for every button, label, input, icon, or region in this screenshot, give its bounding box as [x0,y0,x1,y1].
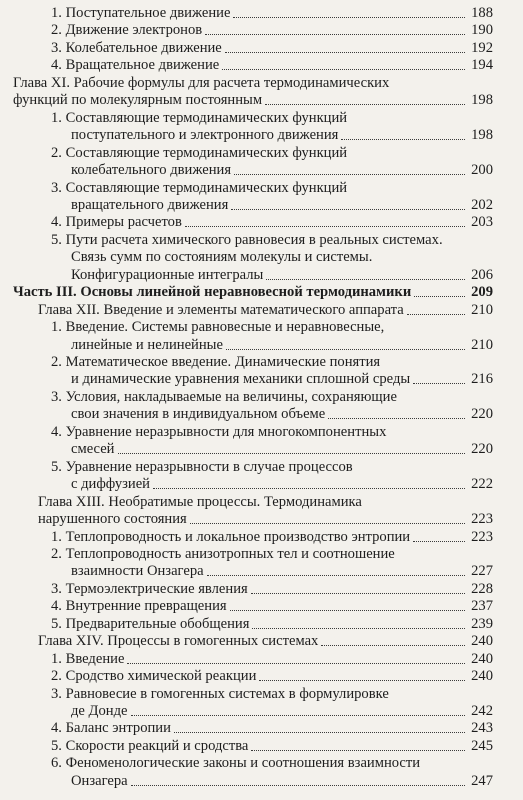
dot-leader [131,715,465,716]
toc-page-number: 222 [471,476,493,493]
toc-entry-title: 6. Феноменологические законы и соотношения взаимности [51,755,421,772]
toc-entry-title: и динамические уравнения механики сплошной среды [71,371,411,388]
toc-page-number: 192 [471,39,493,56]
dot-leader [131,785,465,786]
toc-entry-title: нарушенного состояния [38,511,187,528]
toc-entry-title: поступательного и электронного движения [71,127,339,144]
toc-entry-title: 3. Колебательное движение [51,39,222,56]
toc-entry-title: 3. Термоэлектрические явления [51,580,248,597]
dot-leader [341,139,465,140]
toc-entry-title: 4. Баланс энтропии [51,720,171,737]
dot-leader [413,383,465,384]
toc-entry-title: 2. Сродство химической реакции [51,668,257,685]
toc-entry-title: 2. Математическое введение. Динамические понятия [51,354,381,370]
dot-leader [233,17,465,18]
dot-leader [265,104,465,105]
toc-page-number: 240 [471,650,493,667]
toc-entry-title: Глава XII. Введение и элементы математического аппарата [38,301,404,318]
toc-entry-title: 4. Вращательное движение [51,57,220,74]
toc-page-number: 220 [471,441,493,458]
toc-entry-title: 1. Составляющие термодинамических функций [51,109,348,126]
dot-leader [127,663,465,664]
toc-page-number: 216 [471,371,493,388]
dot-leader [251,593,465,594]
toc-entry-title: 3. Условия, накладываемые на величины, сохраняющие [51,388,397,405]
toc-entry-title: 2. Составляющие термодинамических функций [51,144,348,161]
dot-leader [230,610,465,611]
toc-entry-title: 5. Уравнение неразрывности в случае процессов [51,458,353,475]
dot-leader [190,523,465,524]
toc-entry-title: линейные и нелинейные [71,336,223,353]
toc-entry-title: 4. Внутренние превращения [51,598,227,615]
toc-entry-title: 2. Теплопроводность анизотропных тел и соотношение [51,545,395,562]
dot-leader [266,279,465,280]
dot-leader [207,575,465,576]
dot-leader [174,732,465,733]
toc-page-number: 200 [471,162,493,179]
toc-page-number: 198 [471,92,493,109]
dot-leader [234,174,465,175]
toc-entry-title: де Донде [71,703,128,719]
dot-leader [413,541,465,542]
toc-entry-title: колебательного движения [71,162,232,179]
toc-page-number: 202 [471,196,493,213]
toc-page-number: 243 [471,720,493,737]
toc-page-number: 206 [471,266,493,283]
dot-leader [407,314,465,315]
toc-page-number: 245 [471,737,493,754]
toc-page-number: 188 [471,5,493,21]
toc-entry-title: 1. Поступательное движение [51,5,231,21]
dot-leader [185,226,465,227]
toc-entry-title: смесей [71,441,115,458]
toc-entry-title: свои значения в индивидуальном объеме [71,406,326,423]
dot-leader [328,418,465,419]
toc-page-number: 203 [471,214,493,231]
toc-page-number: 237 [471,598,493,615]
toc-page-number: 240 [471,633,493,650]
toc-entry-title: 4. Уравнение неразрывности для многокомпонентных [51,423,387,440]
toc-entry-title: Онзагера [71,772,128,789]
toc-entry-title: Конфигурационные интегралы [71,266,264,283]
toc-entry-title: 2. Движение электронов [51,22,203,39]
toc-entry [0,770,523,792]
toc-entry-title: взаимности Онзагера [71,563,204,580]
dot-leader [153,488,465,489]
toc-page-number: 223 [471,511,493,528]
toc-page-number: 227 [471,563,493,580]
toc-page-number: 247 [471,772,493,789]
dot-leader [118,453,465,454]
toc-page-number: 242 [471,703,493,719]
toc-entry-title: Глава XI. Рабочие формулы для расчета термодинамических [13,74,390,91]
toc-entry-title: Глава XIII. Необратимые процессы. Термодинамика [38,493,362,510]
dot-leader [222,69,465,70]
toc-entry-title: вращательного движения [71,196,229,213]
toc-entry-title: Часть III. Основы линейной неравновесной термодинамики [13,284,412,301]
dot-leader [205,34,465,35]
dot-leader [252,628,465,629]
dot-leader [251,750,465,751]
toc-entry-title: 5. Предварительные обобщения [51,615,250,632]
toc-entry-title: 3. Составляющие термодинамических функций [51,179,348,196]
toc-page-number: 198 [471,127,493,144]
dot-leader [414,296,465,297]
toc-entry-title: 1. Теплопроводность и локальное производство энтропии [51,528,411,545]
dot-leader [231,209,465,210]
dot-leader [225,52,465,53]
toc-page-number: 210 [471,336,493,353]
toc-entry-title: 5. Пути расчета химического равновесия в реальных системах. [51,231,443,248]
toc-entry-title: 4. Примеры расчетов [51,214,182,231]
toc-page-number: 210 [471,301,493,318]
toc-page-number: 190 [471,22,493,39]
toc-page-number: 194 [471,57,493,74]
dot-leader [321,645,465,646]
toc-page-number: 240 [471,668,493,685]
toc-entry-title: 5. Скорости реакций и сродства [51,737,249,754]
toc-entry-title: 3. Равновесие в гомогенных системах в формулировке [51,685,389,702]
toc-entry-title: с диффузией [71,476,150,493]
dot-leader [226,349,465,350]
toc-entry-title: 1. Введение. Системы равновесные и неравновесные, [51,319,385,336]
toc-entry-title: 1. Введение [51,650,125,667]
toc-page-number: 223 [471,528,493,545]
toc-entry-title: Связь сумм по состояниям молекулы и системы. [71,249,373,266]
toc-page-number: 209 [471,284,493,301]
toc-entry-title: функций по молекулярным постоянным [13,92,263,109]
toc-page-number: 228 [471,580,493,597]
dot-leader [259,680,465,681]
toc-page-number: 239 [471,615,493,632]
toc-page-number: 220 [471,406,493,423]
toc-entry-title: Глава XIV. Процессы в гомогенных системах [38,633,319,650]
